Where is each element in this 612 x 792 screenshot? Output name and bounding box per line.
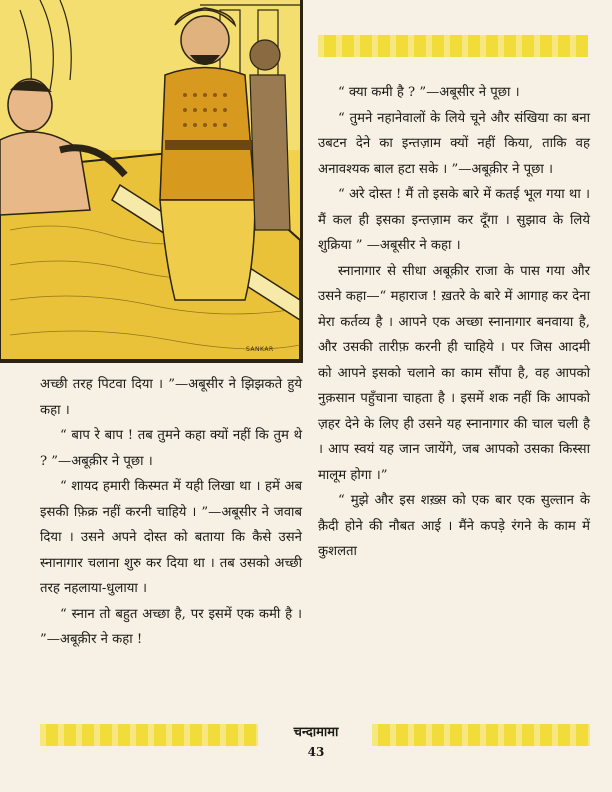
- paragraph: स्नानागार से सीधा अबूक़ीर राजा के पास गया और उसने कहा—“ महाराज ! ख़तरे के बारे में आगाह कर देना मेरा कर्तव्य है । आपने एक अच्छा स्नानागार बनवाया है, और उसकी तारीफ़ करनी ही चाहिये । पर जिस आदमी को आपने इसको चलाने का काम सौंपा है, वह आपको नुक़सान पहुँचाना चाहता है । इसमें शक नहीं कि आपको ज़हर देने के लिए ही उसने यह स्नानागार की चाल चली है । आप स्वयं यह जान जायेंगे, जब आपको उसका किस्सा मालूम होगा ।”: [318, 263, 590, 483]
- paragraph: अच्छी तरह पिटवा दिया । ”—अबूसीर ने झिझकते हुये कहा ।: [40, 377, 302, 418]
- decorative-band-bottom-left: [40, 724, 258, 746]
- artist-signature: SANKAR: [246, 346, 274, 353]
- right-text-column: [318, 80, 590, 565]
- paragraph: “ क्या कमी है ? ”—अबूसीर ने पूछा ।: [338, 85, 520, 100]
- decorative-band-top: [318, 35, 588, 57]
- paragraph: “ मुझे और इस शख़्स को एक बार एक सुल्तान के क़ैदी होने की नौबत आई । मैंने कपड़े रंगने के काम में कुशलता: [318, 493, 590, 559]
- page-number: 43: [307, 745, 325, 759]
- paragraph: “ शायद हमारी किस्मत में यही लिखा था । हमें अब इसकी फ़िक्र नहीं करनी चाहिये । ”—अबूसीर ने जवाब दिया । उसने अपने दोस्त को बताया कि कैसे उसने स्नानागार चलाना शुरु कर दिया था । तब उसको अच्छी तरह नहलाया-धुलाया ।: [40, 479, 302, 596]
- story-illustration: [0, 0, 303, 363]
- paragraph: “ तुमने नहानेवालों के लिये चूने और संखिया का बना उबटन देने का इन्तज़ाम क्यों नहीं किया, ताकि वह अनावश्यक बाल हटा सके । ”—अबूक़ीर ने पूछा ।: [318, 110, 590, 177]
- left-text-column: [40, 372, 302, 653]
- paragraph: “ स्नान तो बहुत अच्छा है, पर इसमें एक कमी है । ”—अबूक़ीर ने कहा !: [40, 606, 302, 647]
- palace-bath-scene-illustration: [0, 0, 300, 360]
- decorative-band-bottom-right: [372, 724, 590, 746]
- paragraph: “ अरे दोस्त ! मैं तो इसके बारे में कतई भूल गया था । मैं कल ही इसका इन्तज़ाम कर दूँगा । सुझाव के लिये शुक्रिया ” —अबूसीर ने कहा ।: [318, 187, 590, 253]
- magazine-title: चन्दामामा: [293, 725, 339, 740]
- paragraph: “ बाप रे बाप ! तब तुमने कहा क्यों नहीं कि तुम थे ? ”—अबूक़ीर ने पूछा ।: [40, 428, 302, 469]
